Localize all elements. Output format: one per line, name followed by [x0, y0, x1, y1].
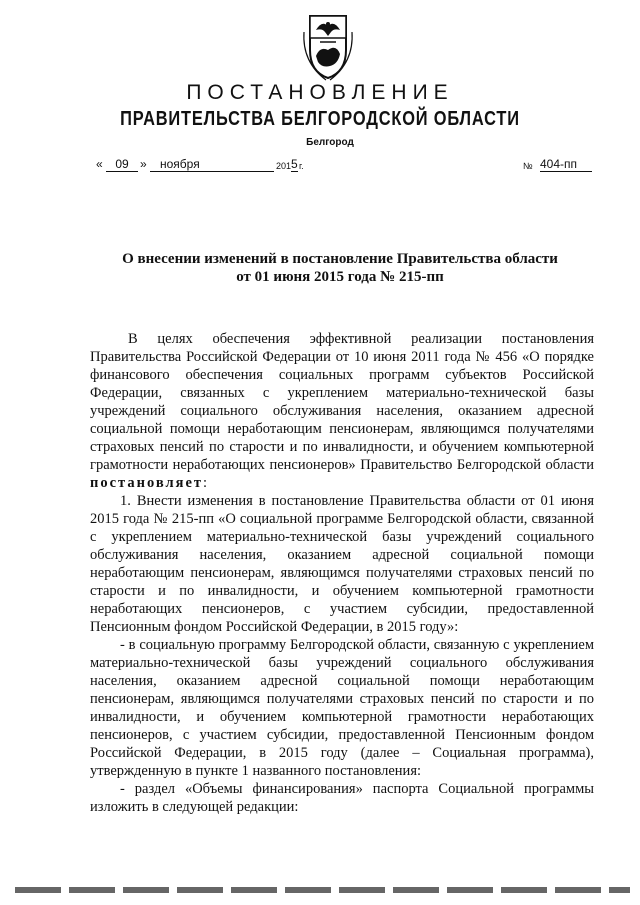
- date-year-prefix: 201: [276, 161, 292, 171]
- document-body: [90, 330, 594, 816]
- scan-edge-artifact: [15, 887, 630, 893]
- preamble-text: В целях обеспечения эффективной реализации постановления Правительства Российской Федерации от 10 июня 2011 года № 456 «О порядке финансового обеспечения социальных программ субъектов Российской Федерации, связанных с укреплением материально-технической базы учреждений социального обслуживания населения, оказанием адресной социальной помощи неработающим пенсионерам, являющимся получателями страховых пенсий по старости и по инвалидности, и обучением компьютерной грамотности неработающих пенсионеров» Правительство Белгородской области: [90, 331, 594, 473]
- city-name: Белгород: [306, 137, 354, 148]
- paragraph-subitem-program: - в социальную программу Белгородской области, связанную с укреплением материально-технической базы учреждений социального обслуживания населения, оказанием адресной социальной помощи неработающим пенсионерам, являющимся получателями страховых пенсий по старости и по инвалидности, и обучением компьютерной грамотности неработающих пенсионеров, с участием субсидии, предоставленной Пенсионным фондом Российской Федерации, в 2015 году (далее – Социальная программа), утвержденную в пункте 1 названного постановления:: [90, 637, 594, 779]
- date-number-line: [96, 157, 596, 177]
- paragraph-item-1: 1. Внести изменения в постановление Правительства области от 01 июня 2015 года № 215-пп «О социальной программе Белгородской области, связанной с укреплением материально-технической базы учреждений социального обслуживания населения, оказанием адресной социальной помощи неработающим пенсионерам, являющимся получателями страховых пенсий по старости и по инвалидности, и обучением компьютерной грамотности неработающих пенсионеров, с участием субсидии, предоставленной Пенсионным фондом Российской Федерации, в 2015 году»:: [90, 493, 594, 635]
- coat-of-arms-icon: [296, 12, 360, 82]
- paragraph-preamble: [90, 330, 594, 492]
- document-number: 404-пп: [540, 157, 592, 172]
- date-year-digit: 5: [291, 157, 298, 171]
- number-label: №: [523, 161, 533, 171]
- paragraph-subitem-section: - раздел «Объемы финансирования» паспорта Социальной программы изложить в следующей редакции:: [90, 781, 594, 815]
- date-year-suffix: г.: [299, 161, 304, 171]
- date-month: ноября: [150, 157, 274, 172]
- document-title: [90, 250, 590, 286]
- decree-keyword: постановляет: [90, 475, 204, 491]
- title-line-2: от 01 июня 2015 года № 215-пп: [236, 269, 444, 285]
- document-type: ПОСТАНОВЛЕНИЕ: [186, 81, 454, 104]
- issuing-authority: ПРАВИТЕЛЬСТВА БЕЛГОРОДСКОЙ ОБЛАСТИ: [120, 108, 520, 130]
- title-line-1: О внесении изменений в постановление Правительства области: [122, 251, 558, 267]
- date-open-quote: «: [96, 157, 103, 171]
- date-day: 09: [106, 157, 138, 172]
- preamble-end: :: [203, 475, 208, 491]
- date-close-quote: »: [140, 157, 147, 171]
